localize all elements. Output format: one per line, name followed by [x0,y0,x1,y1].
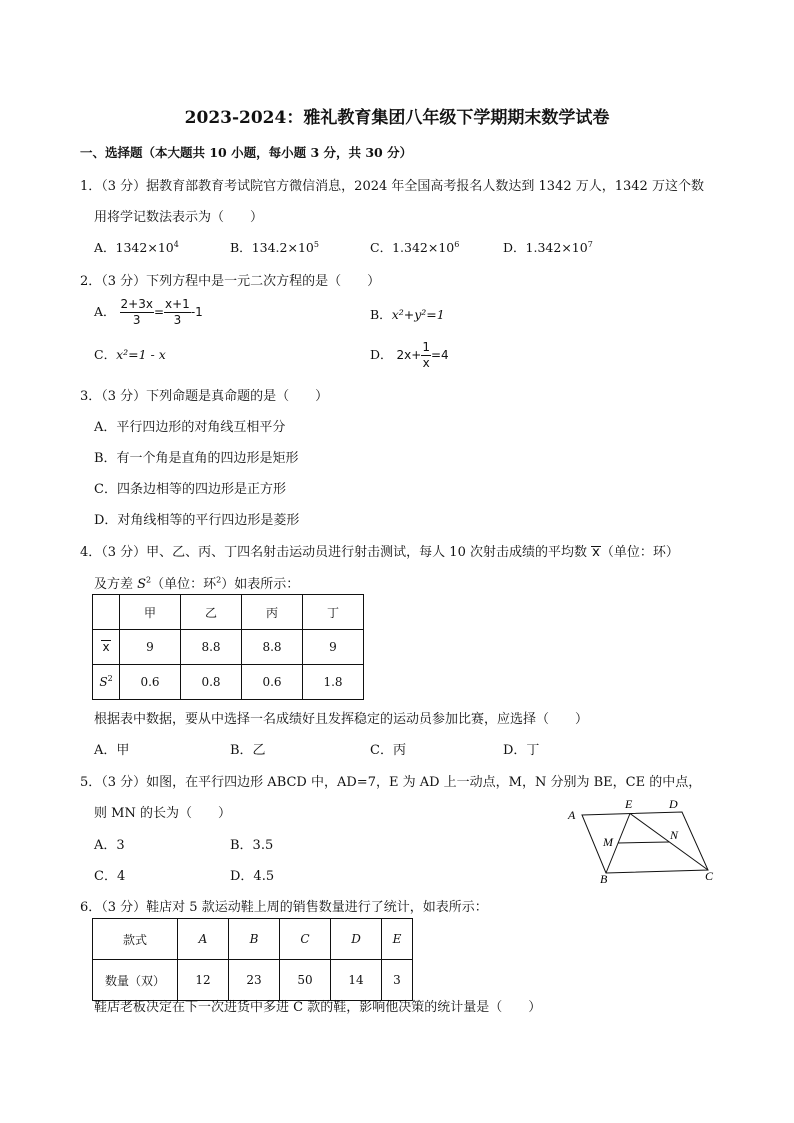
q1-option-c: C．$1.342\times 10^6$ [370,239,460,255]
table-header-row [93,595,364,630]
q1-stem-line2: 用将学记数法表示为（ ） [94,210,264,225]
q3-option-d: D．对角线相等的平行四边形是菱形 [94,513,300,528]
table-cell: 数量（双） [93,960,178,1001]
q3-option-b: B．有一个角是直角的四边形是矩形 [94,451,299,466]
table-row [93,960,413,1001]
label-a: A [568,808,576,822]
table-cell: E [382,919,413,960]
q4-question: 根据表中数据，要从中选择一名成绩好且发挥稳定的运动员参加比赛，应选择（ ） [94,712,589,727]
table-cell: 9 [303,630,364,665]
table-cell: 12 [178,960,229,1001]
q4-stem-line2: 及方差 $S^2$（单位：环$^2$）如表所示： [94,575,300,592]
segment-mn [618,842,669,843]
table-cell: 甲 [120,595,181,630]
q2-option-d: D． 2x+ $\frac{1}{x}$ =4 [370,340,449,370]
table-cell: 8.8 [242,630,303,665]
table-cell [93,595,120,630]
q2-option-b: B．x²+y²=1 [370,307,445,322]
label-n: N [670,828,679,842]
table-cell: 款式 [93,919,178,960]
q4-option-c: C．丙 [370,743,406,758]
q1-option-b: B．$134.2\times 10^5$ [230,239,319,255]
q4-table [92,594,364,700]
table-cell: 1.8 [303,665,364,700]
table-cell: 50 [280,960,331,1001]
table-row [93,630,364,665]
q5-option-a: A．3 [94,838,125,853]
q3-stem: 3．（3 分）下列命题是真命题的是（ ） [80,389,329,404]
q6-stem: 6．（3 分）鞋店对 5 款运动鞋上周的销售数量进行了统计，如表所示： [80,900,488,915]
q2-option-a: A． $\frac{2+3x}{3}$ = $\frac{x+1}{3}$ -1 [94,297,203,327]
table-cell: 8.8 [181,630,242,665]
table-cell: A [178,919,229,960]
q4-stem-line1: 4．（3 分）甲、乙、丙、丁四名射击运动员进行射击测试，每人 10 次射击成绩的平均数 x（单位：环） [80,545,679,560]
q3-option-c: C．四条边相等的四边形是正方形 [94,482,286,497]
page-title: 2023-2024：雅礼教育集团八年级下学期期末数学试卷 [184,108,610,128]
table-cell: 0.6 [120,665,181,700]
q2-stem: 2．（3 分）下列方程中是一元二次方程的是（ ） [80,274,381,289]
q2-option-c: C．x²=1 - x [94,347,166,362]
table-cell: 丁 [303,595,364,630]
q4-option-d: D．丁 [503,743,540,758]
q1-option-d: D．$1.342\times 10^7$ [503,239,593,255]
q5-stem-line2: 则 MN 的长为（ ） [94,806,231,821]
q6-question: 鞋店老板决定在下一次进货中多进 C 款的鞋，影响他决策的统计量是（ ） [94,1000,542,1015]
q5-option-d: D．4.5 [230,869,275,884]
q5-stem-line1: 5．（3 分）如图，在平行四边形 ABCD 中，AD=7，E 为 AD 上一动点，M，N 分别为 BE，CE 的中点， [80,775,702,790]
table-cell: 丙 [242,595,303,630]
table-cell: B [229,919,280,960]
table-cell: 14 [331,960,382,1001]
q3-option-a: A．平行四边形的对角线互相平分 [94,420,286,435]
table-cell: 3 [382,960,413,1001]
q5-option-c: C．4 [94,869,126,884]
table-cell: 9 [120,630,181,665]
q1-stem-line1: 1．（3 分）据教育部教育考试院官方微信消息，2024 年全国高考报名人数达到 1342 万人，1342 万这个数 [80,179,704,194]
label-b: B [600,872,608,885]
q4-option-a: A．甲 [94,743,130,758]
parallelogram-figure [560,795,730,885]
table-cell: $S^2$ [93,665,120,700]
table-row [93,665,364,700]
q4-option-b: B．乙 [230,743,266,758]
table-cell: x [93,630,120,665]
table-header-row [93,919,413,960]
segment-ce [630,814,708,871]
label-d: D [669,797,678,811]
q1-option-a: A．$1342\times 10^4$ [94,239,179,255]
q6-table [92,918,413,1001]
label-e: E [625,797,633,811]
section-heading: 一、选择题（本大题共 10 小题，每小题 3 分，共 30 分） [80,145,413,160]
label-m: M [603,835,613,849]
table-cell: C [280,919,331,960]
q5-option-b: B．3.5 [230,838,274,853]
table-cell: 23 [229,960,280,1001]
label-c: C [705,869,714,883]
table-cell: 0.8 [181,665,242,700]
table-cell: 乙 [181,595,242,630]
table-cell: D [331,919,382,960]
table-cell: 0.6 [242,665,303,700]
